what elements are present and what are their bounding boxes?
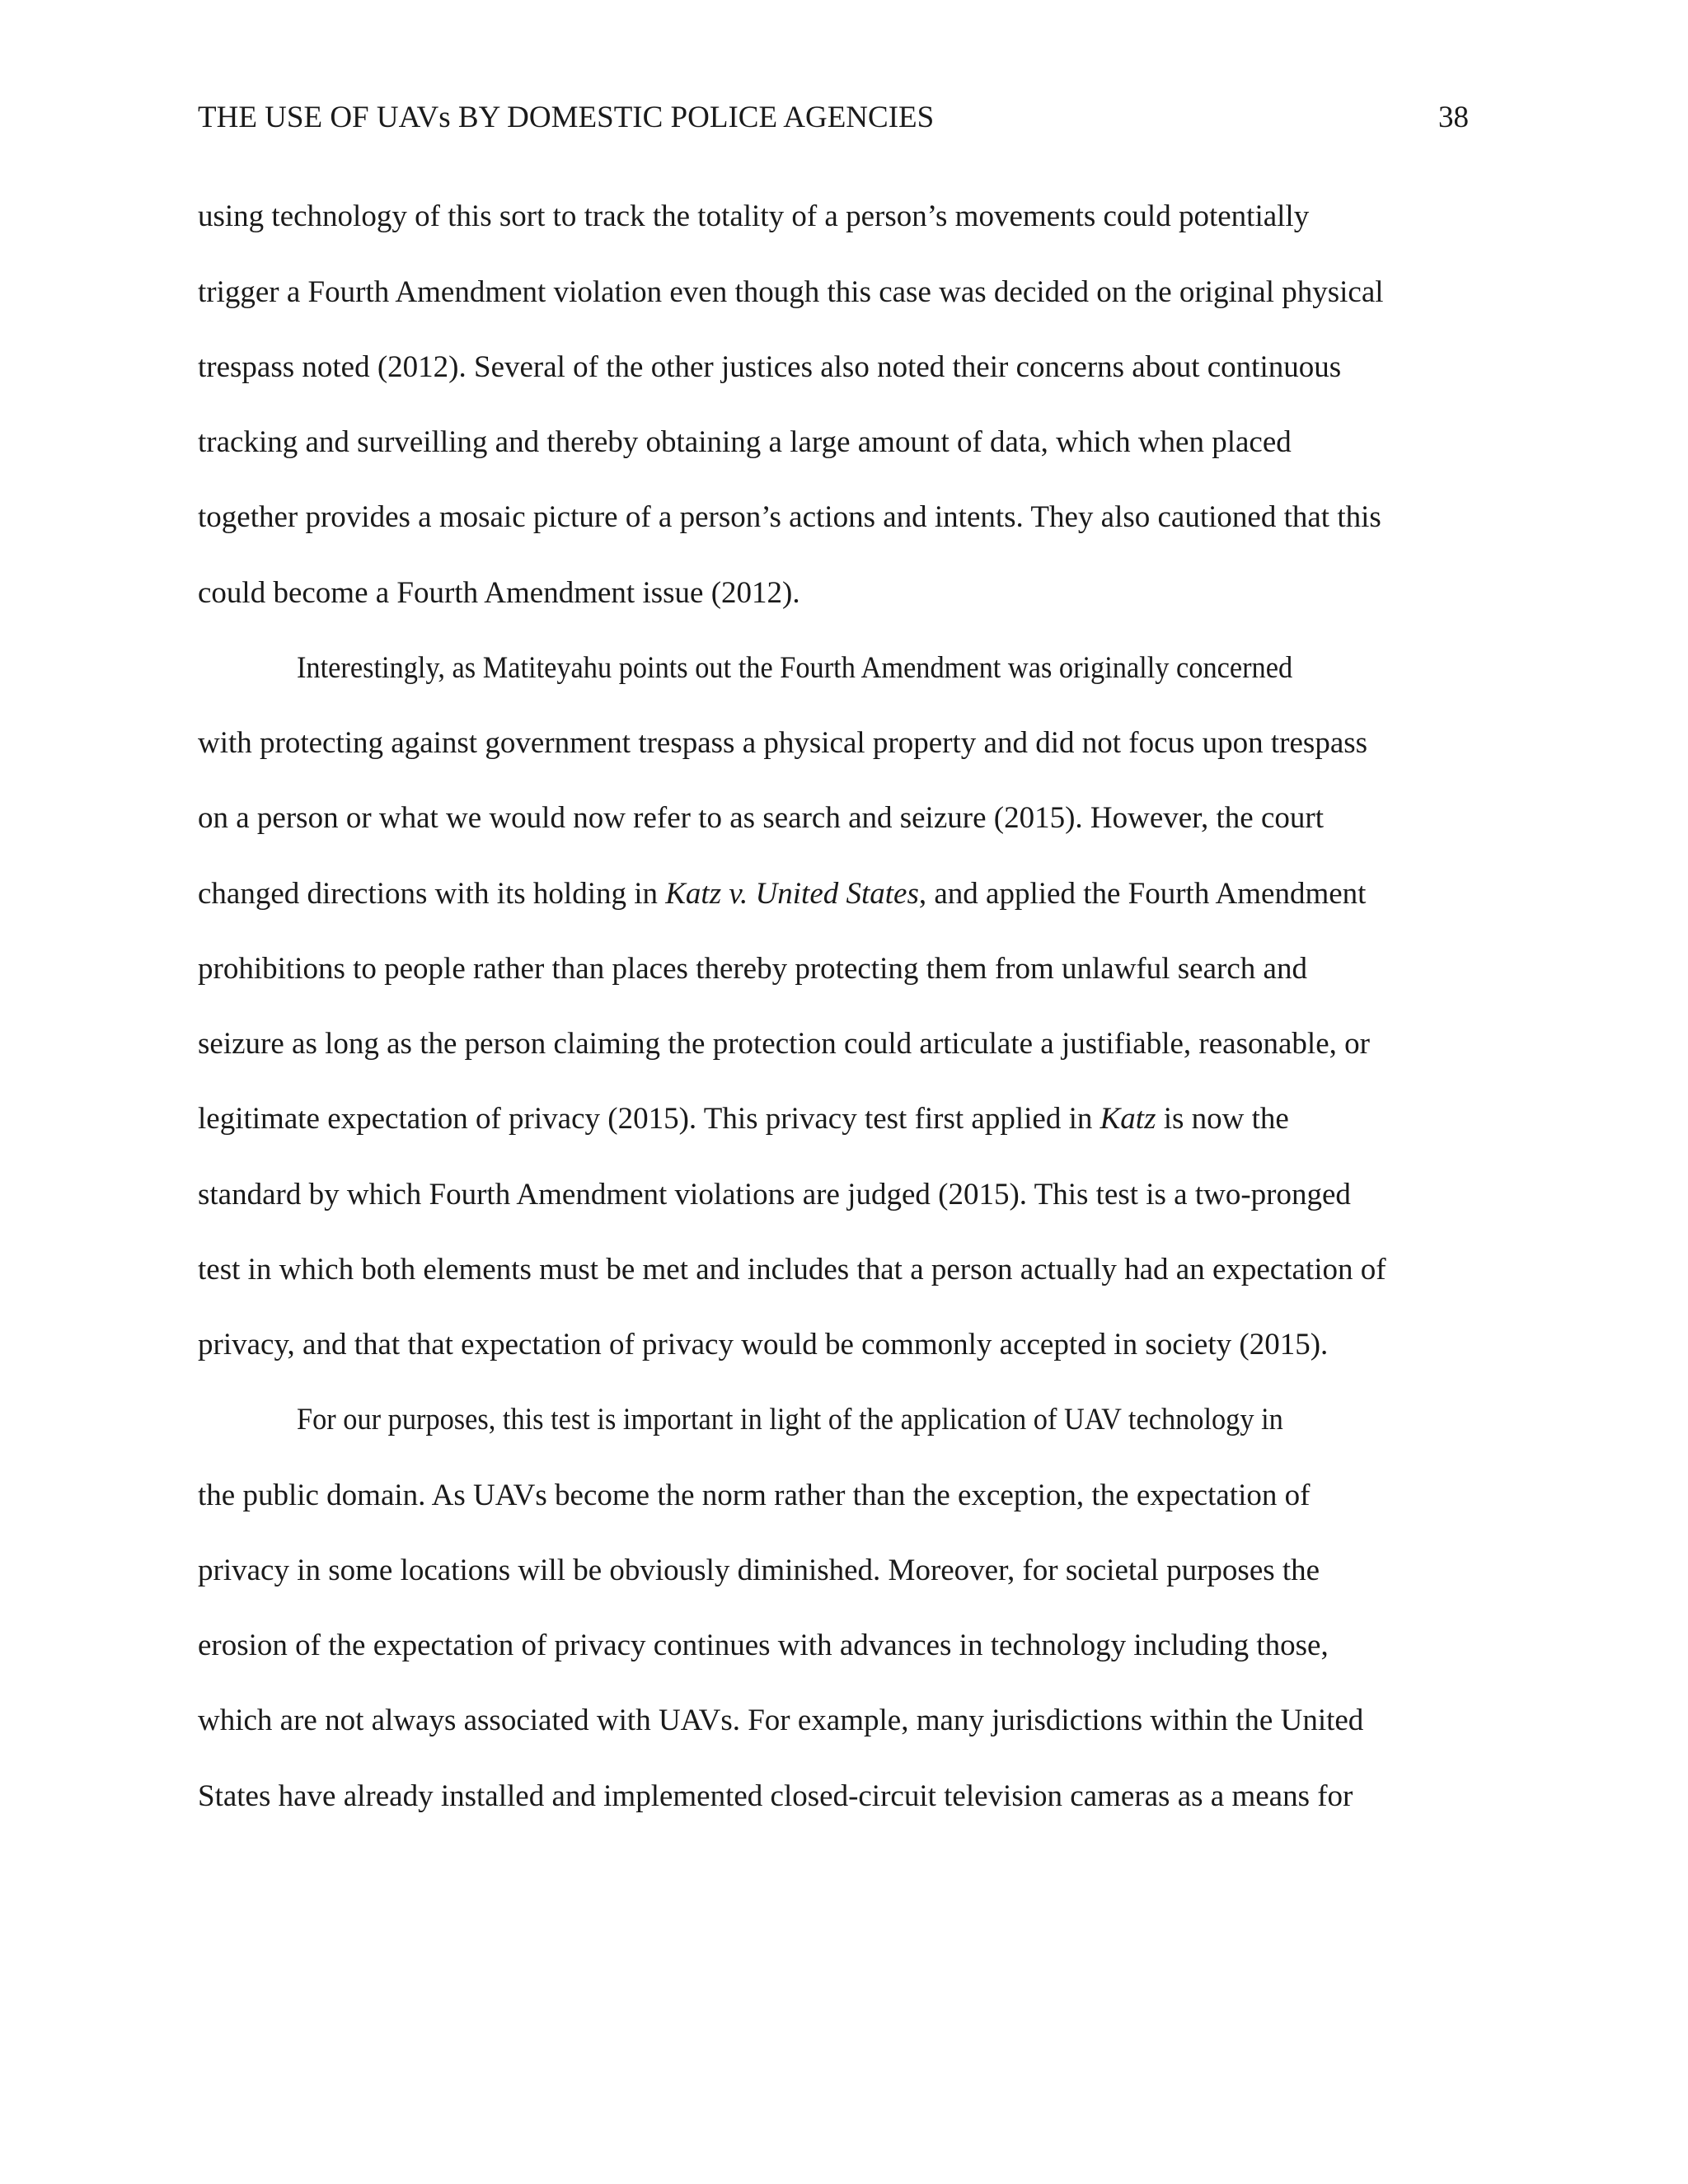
text-line: erosion of the expectation of privacy continues with advances in technology including those, <box>198 1629 1329 1662</box>
paragraph-first-line: For our purposes, this test is important in light of the application of UAV technology in <box>297 1403 1283 1436</box>
case-name-italic: Katz <box>1100 1102 1156 1136</box>
text-line: trespass noted (2012). Several of the other justices also noted their concerns about continuous <box>198 350 1342 384</box>
paragraph-first-line: Interestingly, as Matiteyahu points out the Fourth Amendment was originally concerned <box>297 651 1293 685</box>
text-line: test in which both elements must be met and includes that a person actually had an expectation of <box>198 1253 1386 1286</box>
text-line: tracking and surveilling and thereby obtaining a large amount of data, which when placed <box>198 425 1292 459</box>
text-line: trigger a Fourth Amendment violation even though this case was decided on the original physical <box>198 275 1384 309</box>
text-line: the public domain. As UAVs become the norm rather than the exception, the expectation of <box>198 1479 1311 1512</box>
text-line: prohibitions to people rather than places thereby protecting them from unlawful search and <box>198 952 1307 986</box>
text-line: on a person or what we would now refer to as search and seizure (2015). However, the court <box>198 801 1325 835</box>
case-name-italic: Katz v. United States <box>665 877 919 911</box>
text-line: could become a Fourth Amendment issue (2012). <box>198 576 800 610</box>
text-run: legitimate expectation of privacy (2015). This privacy test first applied in <box>198 1102 1100 1136</box>
text-line: seizure as long as the person claiming the protection could articulate a justifiable, reasonable, or <box>198 1027 1370 1061</box>
text-line <box>198 869 1484 919</box>
text-line: with protecting against government trespass a physical property and did not focus upon trespass <box>198 726 1368 760</box>
text-run: is now the <box>1156 1102 1289 1136</box>
text-line: privacy, and that that expectation of privacy would be commonly accepted in society (2015). <box>198 1328 1329 1361</box>
text-line: together provides a mosaic picture of a person’s actions and intents. They also cautioned that this <box>198 500 1381 534</box>
text-line: standard by which Fourth Amendment violations are judged (2015). This test is a two-pronged <box>198 1178 1351 1212</box>
text-line <box>198 1094 1484 1144</box>
text-line: which are not always associated with UAVs. For example, many jurisdictions within the United <box>198 1704 1364 1737</box>
running-head-title: THE USE OF UAVs BY DOMESTIC POLICE AGENCIES <box>198 101 935 134</box>
page-number: 38 <box>1438 101 1469 134</box>
text-run: changed directions with its holding in <box>198 877 666 911</box>
text-line: privacy in some locations will be obviously diminished. Moreover, for societal purposes the <box>198 1554 1320 1587</box>
text-run: , and applied the Fourth Amendment <box>918 877 1367 911</box>
text-line: using technology of this sort to track the totality of a person’s movements could potentially <box>198 199 1310 233</box>
running-head <box>198 97 1469 138</box>
text-line: States have already installed and implemented closed-circuit television cameras as a means for <box>198 1779 1353 1813</box>
